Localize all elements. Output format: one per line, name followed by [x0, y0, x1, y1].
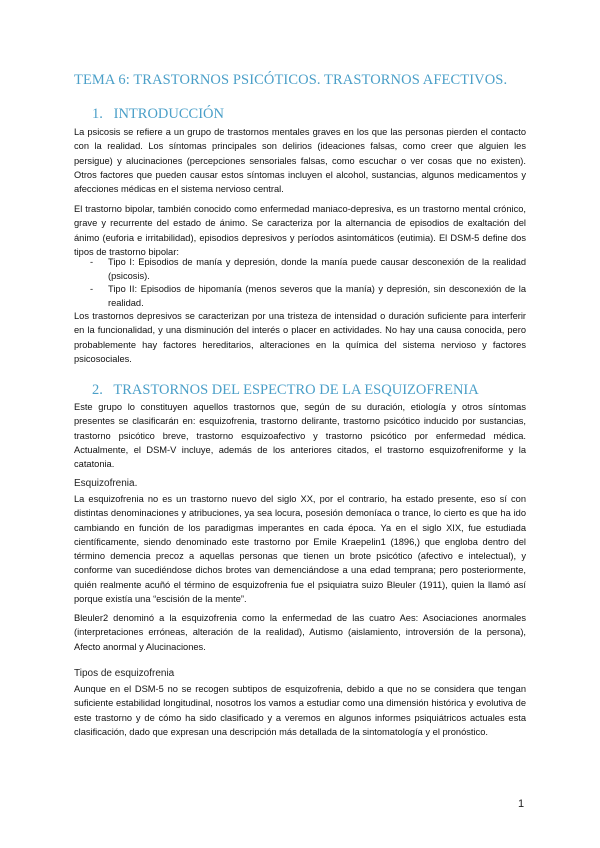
section-heading-espectro [92, 382, 479, 399]
paragraph-tipos: Aunque en el DSM-5 no se recogen subtipos de esquizofrenia, debido a que no se considera que tengan suficiente estabilidad longitudinal, nosotros los vamos a estudiar como una dimensión histórica y evolutiva de este trastorno y de cómo ha sido clasificado y a veremos en algunos informes psiquiátricos actuales esta clasificación, dado que expresan una descripción más detallada de la sintomatología y el pronóstico. [74, 684, 526, 737]
paragraph-historia-esquizofrenia: La esquizofrenia no es un trastorno nuevo del siglo XX, por el contrario, ha estado presente, eso sí con distintas denominaciones y atribuciones, ya sea locura, posesión demoníaca o trance, lo cierto es que ha ido cambiando en función de los paradigmas imperantes en cada época. Ya en el siglo XIX, fue estudiada científicamente, siendo denominado este trastorno por Emile Kraepelin1 (1896,) que engloba dentro del término demencia precoz a aquellas personas que tienen un brote psicótico (afectivo e intelectual), y conforme van sucediéndose dichos brotes van demenciándose a una edad temprana; pero posteriormente, quién realmente acuñó el término de esquizofrenia fue el psiquiatra suizo Bleuler (1911), quien la llamó así porque existía una “escisión de la mente”. [74, 494, 526, 605]
section-number: 2. [92, 382, 103, 398]
section-number: 1. [92, 106, 103, 122]
list-item [90, 282, 526, 311]
paragraph-espectro: Este grupo lo constituyen aquellos trastornos que, según de su duración, etiología y otros síntomas presentes se clasificarán en: esquizofrenia, trastorno delirante, trastorno psicótico inducido por sustancias, trastorno psicótico breve, trastorno esquizoafectivo y trastorno psicótico por enfermedad médica. Actualmente, el DSM-V incluye, además de los anteriores citados, el trastorno esquizofreniforme y la catatonia. [74, 402, 526, 470]
section-heading-introduccion [92, 106, 224, 123]
section-heading-text: INTRODUCCIÓN [113, 106, 224, 122]
subsection-heading-esquizofrenia: Esquizofrenia. [74, 478, 138, 489]
list-item [90, 255, 526, 284]
list-item-text: Tipo I: Episodios de manía y depresión, donde la manía puede causar desconexión de la realidad (psicosis). [108, 257, 526, 282]
page-number: 1 [518, 798, 525, 810]
list-dash: - [90, 284, 94, 294]
document-title: TEMA 6: TRASTORNOS PSICÓTICOS. TRASTORNOS AFECTIVOS. [74, 72, 508, 88]
list-item-text: Tipo II: Episodios de hipomanía (menos severos que la manía) y depresión, sin desconexión de la realidad. [108, 284, 526, 309]
paragraph-psicosis: La psicosis se refiere a un grupo de trastornos mentales graves en los que las personas pierden el contacto con la realidad. Los síntomas principales son delirios (ideaciones falsas, como creer que alguien les persigue) y alucinaciones (percepciones sensoriales falsas, como escuchar o ver cosas que no existen). Otros factores que pueden causar estos síntomas incluyen el alcohol, sustancias, algunos medicamentos y afecciones médicas en el sistema nervioso central. [74, 127, 526, 195]
paragraph-depresivos: Los trastornos depresivos se caracterizan por una tristeza de intensidad o duración suficiente para interferir en la funcionalidad, y una disminución del interés o placer en actividades. No hay una causa conocida, pero probablemente hay factores hereditarios, alteraciones en la química del sistema nervioso y factores psicosociales. [74, 311, 526, 364]
paragraph-bleuler: Bleuler2 denominó a la esquizofrenia como la enfermedad de las cuatro Aes: Asociaciones anormales (interpretaciones erróneas, alteración de la realidad), Autismo (aislamiento, introversión de la persona), Afecto anormal y Alucinaciones. [74, 613, 526, 652]
subsection-heading-tipos: Tipos de esquizofrenia [74, 668, 175, 679]
paragraph-bipolar: El trastorno bipolar, también conocido como enfermedad maniaco-depresiva, es un trastorno mental crónico, grave y recurrente del estado de ánimo. Se caracteriza por la alternancia de episodios de exaltación del ánimo (euforia e irritabilidad), episodios depresivos y períodos asintomáticos (eutimia). El DSM-5 define dos tipos de trastorno bipolar: [74, 204, 526, 257]
section-heading-text: TRASTORNOS DEL ESPECTRO DE LA ESQUIZOFRENIA [113, 382, 479, 398]
list-dash: - [90, 257, 94, 267]
